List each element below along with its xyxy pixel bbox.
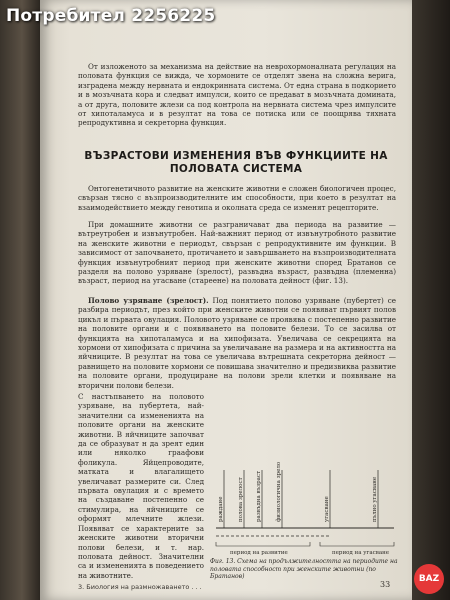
marker-label: физиологична зрелост	[276, 462, 282, 522]
period-label: период на развитие	[230, 550, 288, 556]
marker-label: развъдна възраст	[256, 471, 262, 522]
section-heading: ВЪЗРАСТОВИ ИЗМЕНЕНИЯ ВЪВ ФУНКЦИИТЕ НА ПОЛОВАТА СИСТЕМА	[84, 150, 388, 175]
period-bracket	[320, 542, 394, 546]
figure-13	[210, 462, 400, 558]
period-label: период на угасване	[332, 550, 390, 556]
paragraph-5: С настъпването на половото узряване, на пубертета, най-значителни са измененията на половите органи на женските животни. В яйчниците започват да се образуват н да зреят един или няколко граафови фоликула. Яйцепроводите, матката и влагалището увеличават размерите си. След първата овулация и с времето на създаване постепенно се стимулира, на яйчниците се оформят млечните жлези. Появяват се характерните за женските животни вторични полови белези, и т. нар. половата дейност. Значителни са и измененията в поведението на животните.	[78, 392, 204, 580]
paragraph-4-text: Под понятието полово узряване (пубертет) се разбира периодът, през който при женските животни се появяват първият полов цикъл и първата овулация. Половото узряване се проявява с постепенно развитие на половите органи и с появяването на половите белези. То се засилва от функцията на хипоталамуса и на хипофизата. Увеличава се секрецията на хормони от хипофизата с причина за увеличаване на размера и на активността на яйчниците. В резултат на това се увеличава вътрешната секреторна дейност — равнището на половите хормони се повишава значително и предизвиква развитие на половите органи, продуциране на полови зрели клетки и появяване на вторични полови белези.	[78, 296, 396, 390]
paragraph-2: Онтогенетичното развитие на женските животни е сложен биологичен процес, свързан тясно с възпроизводителните им способности, при което в резултат на взаимодействието между генотипа и околната среда се изменят рецепторите.	[78, 184, 396, 212]
page-number: 33	[380, 580, 391, 589]
paragraph-3: При домашните животни се разграничават два периода на развитие — вътреутробен и извънутробен. Най-важният период от извънутробното развитие на женските животни е периодът, свързан с репродуктивните им функции. В зависимост от започването, протичането и завършването на възпроизводителната функция извънутробният период при женските животни според Братанов се разделя на полово узряване (зрелост), развъдна възраст, развъдна (племенна) възраст, период на угасване (стареене) на половата дейност (фиг. 13).	[78, 220, 396, 286]
figure-diagram	[210, 462, 400, 558]
period-bracket	[216, 542, 310, 546]
marker-label: полова зрелост	[238, 477, 244, 522]
subheading: Полово узряване (зрелост).	[88, 296, 209, 305]
marker-label: угасване	[324, 496, 330, 522]
footer: 3. Биология на размножаването . . .	[78, 583, 202, 591]
site-logo-icon[interactable]	[414, 564, 444, 594]
marker-label: раждане	[218, 496, 224, 522]
marker-label: пълно угасване	[372, 476, 378, 522]
logo-text: BAZ	[418, 574, 440, 584]
book-page	[40, 0, 412, 600]
background-edge	[412, 0, 450, 600]
figure-caption: Фиг. 13. Схема на продължителността на периодите на половата способност при женските животни (по Братанов)	[210, 558, 398, 580]
watermark-text: Потребител 2256225	[6, 6, 216, 26]
paragraph-4	[78, 296, 396, 390]
previous-page-edge	[0, 0, 40, 600]
paragraph-1: От изложеното за механизма на действие на неврохормоналната регулация на половата функция се вижда, че хормоните се отделят звена на сложна верига, изградена между нервната и ендокринната система. От една страна в подкорието и в мозъчната кора и следват импулси, които се предават в мозъчната домината, а от друга, половите жлези са под контрола на нервната система чрез импулсите от хипоталамуса и в резултат на това се потиска или се поощрява тяхната репродуктивна и секреторна функция.	[78, 62, 396, 128]
